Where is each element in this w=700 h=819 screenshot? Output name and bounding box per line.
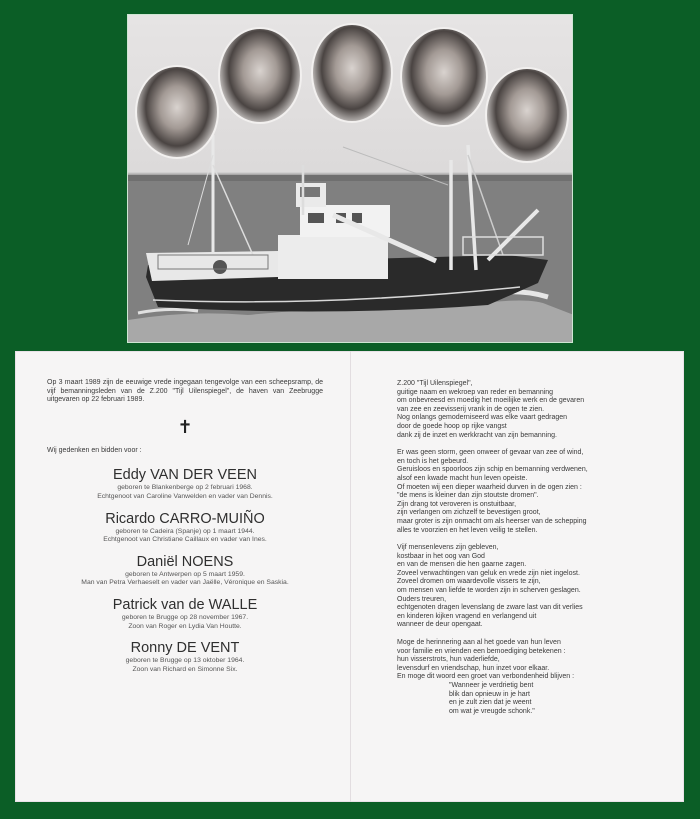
card-fold (350, 351, 351, 802)
poem-line: om onbevreesd en moedig het moeilijke werk en de gevaren (397, 397, 585, 405)
victim-born: geboren te Cadeira (Spanje) op 1 maart 1944. (115, 527, 255, 535)
victim-family: Zoon van Richard en Simonne Six. (132, 665, 238, 673)
victim-entry (47, 467, 323, 501)
victim-name: Ronny DE VENT (130, 640, 240, 657)
victim-name: Eddy VAN DER VEEN (113, 467, 257, 484)
poem-line: Zijn drang tot veroveren is onstuitbaar, (397, 500, 517, 508)
poem-line: Vijf mensenlevens zijn gebleven, (397, 544, 499, 552)
poem-line: Zoveel verwachtingen van geluk en vrede zijn niet ingelost. (397, 569, 580, 577)
victim-entry (47, 597, 323, 631)
poem-line: Er was geen storm, geen onweer of gevaar van zee of wind, (397, 449, 584, 457)
victim-family: Man van Petra Verhaeselt en vader van Jaëlle, Véronique en Saskia. (81, 579, 289, 587)
portrait-2 (218, 27, 302, 124)
poem-line: Z.200 "Tijl Uilenspiegel", (397, 380, 473, 387)
poem-line: en toch is het gebeurd. (397, 457, 469, 465)
poem-line: door de goede hoop op rijke vangst (397, 422, 507, 430)
poem-stanza (397, 639, 669, 682)
poem-line: maar groter is zijn onmacht om als heerser van de schepping (397, 517, 587, 525)
poem-line: van zee en zeevisserij vrank in de ogen te zien. (397, 405, 545, 413)
poem-line: dank zij de inzet en werkkracht van zijn bemanning. (397, 431, 557, 439)
poem-line: hun visserstrots, hun vaderliefde, (397, 656, 500, 664)
poem-line: Of moeten wij een dieper waarheid durven in de ogen zien : (397, 483, 582, 491)
poem-line: Zoveel dromen om waardevolle vissers te zijn, (397, 578, 541, 586)
poem-line: levensdurf en vriendschap, hun inzet voor elkaar. (397, 664, 550, 672)
poem-stanza (397, 380, 669, 440)
poem-line: om mensen van liefde te worden zijn in scherven geslagen. (397, 587, 581, 595)
quote-line: "Wanneer je verdrietig bent (449, 682, 534, 689)
victim-name: Ricardo CARRO-MUIÑO (105, 510, 265, 527)
poem-line: en kinderen kijken vragend en verlangend uit (397, 612, 537, 620)
poem-line: Nog onlangs gemoderniseerd was elke vaart gedragen (397, 414, 568, 422)
victim-entry (47, 511, 323, 545)
portrait-4 (400, 27, 488, 127)
victim-entry (47, 554, 323, 588)
poem-line: kostbaar in het oog van God (397, 552, 485, 560)
portrait-5 (485, 67, 569, 163)
closing-quote (397, 682, 669, 716)
victim-family: Echtgenoot van Caroline Vanwelden en vader van Dennis. (97, 492, 273, 500)
poem-stanza (397, 544, 669, 630)
poem-line: alles te voorzien en het leven veilig te stellen. (397, 526, 538, 534)
ship-photo (127, 14, 573, 343)
poem-line: "de mens is kleiner dan zijn stoutste dromen". (397, 492, 539, 500)
poem-line: echtgenoten dragen levenslang de zware last van dit verlies (397, 604, 583, 612)
poem-line: alsof een kwade macht hun leven opeiste. (397, 474, 528, 482)
portrait-1 (135, 65, 219, 159)
victim-born: geboren te Antwerpen op 5 maart 1959. (125, 570, 245, 578)
left-page (47, 379, 323, 683)
quote-line: om wat je vreugde schonk." (449, 707, 535, 715)
cross-icon: ✝ (177, 416, 193, 438)
poem-line: zijn verlangen om zichzelf te bevestigen groot, (397, 509, 541, 517)
victim-born: geboren te Blankenberge op 2 februari 1968. (117, 484, 253, 492)
poem-line: voor familie en vrienden een bemoediging betekenen : (397, 647, 566, 655)
poem-line: en van de mensen die hen gaarne zagen. (397, 561, 527, 569)
victim-entry (47, 640, 323, 674)
right-page (397, 380, 669, 716)
remember-heading: Wij gedenken en bidden voor : (47, 446, 142, 454)
portrait-3 (311, 23, 393, 123)
poem-line: Geruisloos en spoorloos zijn schip en bemanning verdwenen, (397, 466, 588, 474)
poem-line: Ouders treuren, (397, 595, 447, 603)
quote-line: blik dan opnieuw in je hart (449, 690, 530, 698)
victim-name: Patrick van de WALLE (112, 596, 258, 613)
victim-born: geboren te Brugge op 28 november 1967. (121, 613, 249, 621)
victim-born: geboren te Brugge op 13 oktober 1964. (125, 657, 245, 665)
intro-paragraph: Op 3 maart 1989 zijn de eeuwige vrede ingegaan tengevolge van een scheepsramp, de vijf bemanningsleden van de Z.200 "Tijl Uilenspiegel", de haven van Zeebrugge uitgevaren op 22 februari 1989. (47, 379, 323, 404)
poem-line: Moge de herinnering aan al het goede van hun leven (397, 639, 561, 647)
quote-line: en je zult zien dat je weent (449, 699, 532, 707)
victim-family: Zoon van Roger en Lydia Van Houtte. (128, 622, 242, 630)
poem-stanza (397, 449, 669, 535)
memorial-card (15, 351, 684, 802)
poem-line: guitige naam en wekroep van reder en bemanning (397, 388, 554, 396)
poem-line: En moge dit woord een groet van verbondenheid blijven : (397, 673, 575, 681)
victim-name: Daniël NOENS (136, 553, 234, 570)
poem-line: wanneer de deur opengaat. (397, 621, 483, 629)
victim-family: Echtgenoot van Christiane Caillaux en vader van Ines. (103, 536, 267, 544)
